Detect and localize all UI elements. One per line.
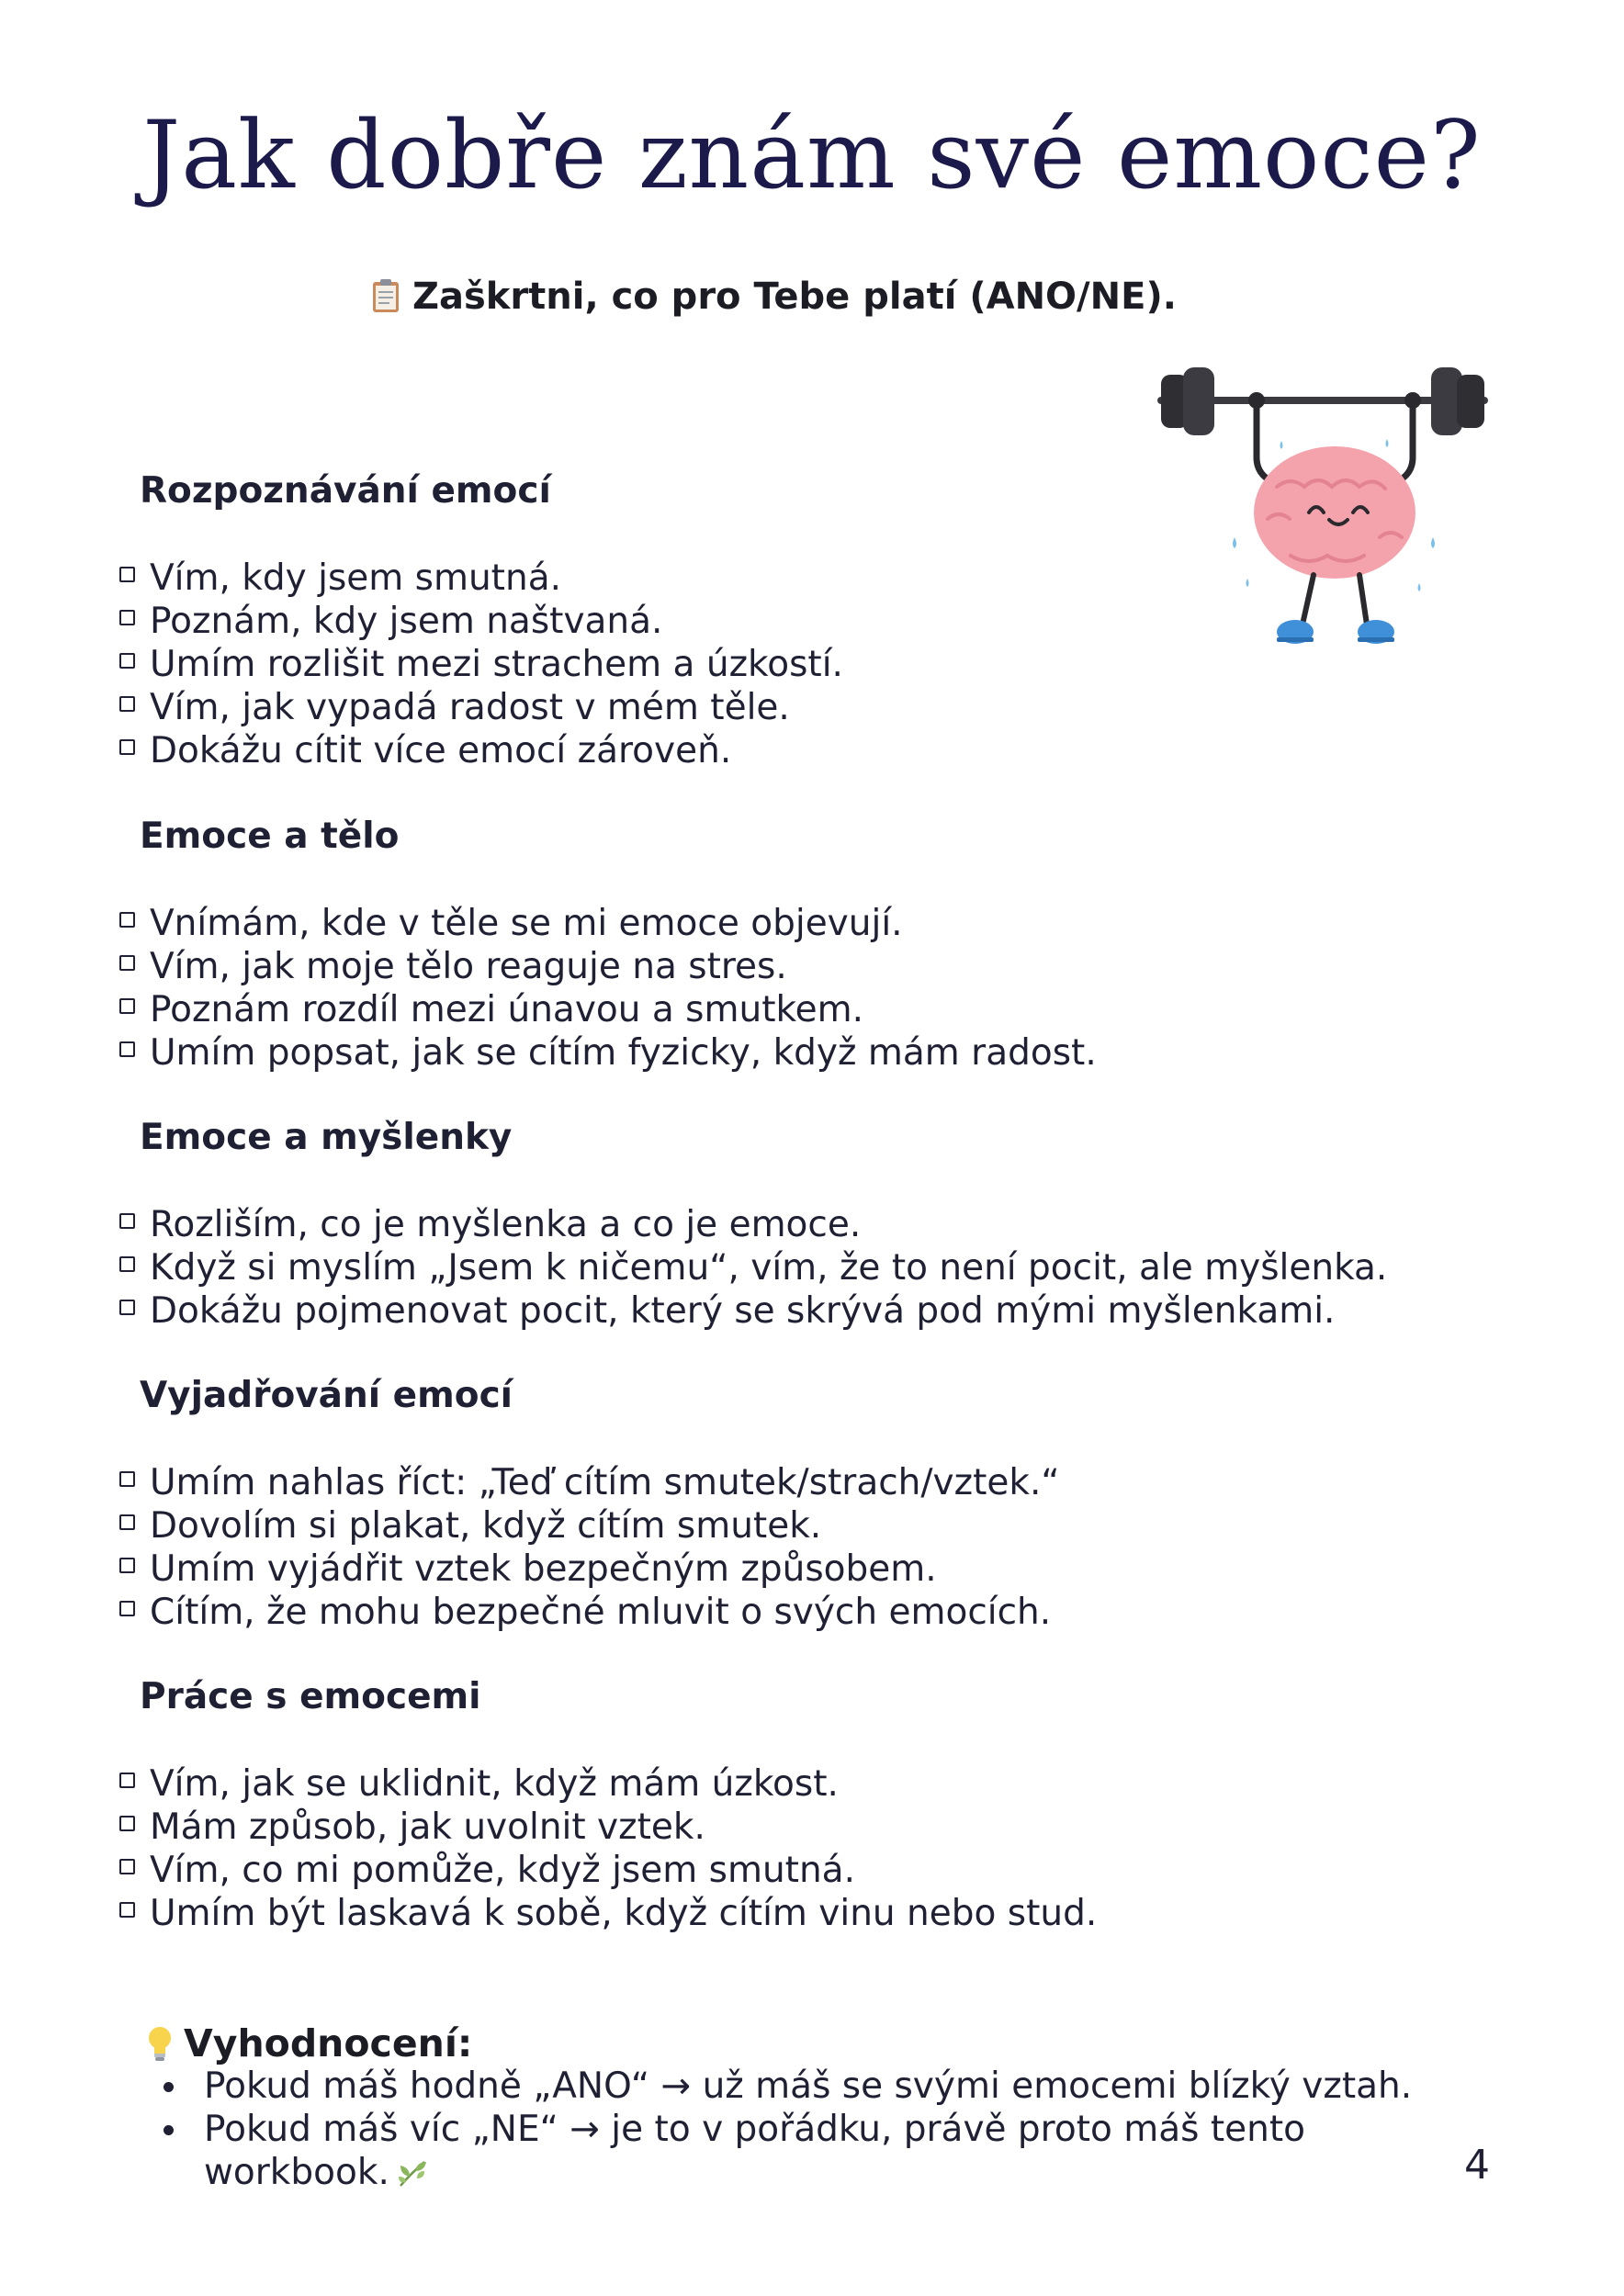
checklist-item[interactable]: Vím, jak se uklidnit, když mám úzkost.	[119, 1762, 839, 1806]
checklist-item[interactable]: Když si myslím „Jsem k ničemu“, vím, že to není pocit, ale myšlenka.	[119, 1246, 1387, 1289]
checklist-item[interactable]: Mám způsob, jak uvolnit vztek.	[119, 1806, 705, 1849]
checklist-item[interactable]: Vím, jak moje tělo reaguje na stres.	[119, 945, 787, 988]
page-number: 4	[1464, 2142, 1490, 2189]
section-heading: Vyjadřování emocí	[140, 1375, 513, 1416]
evaluation-heading	[147, 2020, 472, 2066]
checkbox[interactable]	[119, 998, 135, 1014]
checkbox[interactable]	[119, 696, 135, 712]
checklist-item[interactable]: Umím nahlas říct: „Teď cítím smutek/strach/vztek.“	[119, 1461, 1060, 1504]
lightbulb-icon	[147, 2025, 173, 2062]
checklist-item[interactable]: Vnímám, kde v těle se mi emoce objevují.	[119, 902, 903, 945]
checkbox[interactable]	[119, 912, 135, 928]
evaluation-heading-text: Vyhodnocení:	[184, 2021, 473, 2065]
checklist-item[interactable]: Umím být laskavá k sobě, když cítím vinu nebo stud.	[119, 1892, 1097, 1935]
checklist-item[interactable]: Vím, co mi pomůže, když jsem smutná.	[119, 1849, 855, 1892]
checklist-item[interactable]: Vím, jak vypadá radost v mém těle.	[119, 686, 790, 729]
checkbox[interactable]	[119, 1514, 135, 1530]
checklist-item[interactable]: Umím vyjádřit vztek bezpečným způsobem.	[119, 1548, 937, 1591]
checkbox[interactable]	[119, 1902, 135, 1918]
checkbox[interactable]	[119, 1300, 135, 1315]
instruction	[372, 274, 1177, 320]
checklist-item[interactable]: Poznám rozdíl mezi únavou a smutkem.	[119, 988, 863, 1031]
instruction-text: Zaškrtni, co pro Tebe platí (ANO/NE).	[412, 276, 1177, 318]
checklist-item[interactable]: Vím, kdy jsem smutná.	[119, 557, 561, 600]
checkbox[interactable]	[119, 1773, 135, 1788]
bullet	[164, 2082, 174, 2092]
checkbox[interactable]	[119, 1213, 135, 1229]
brain-lifting-barbell-icon	[1139, 349, 1506, 680]
bullet	[164, 2125, 174, 2135]
evaluation-item: Pokud máš víc „NE“ → je to v pořádku, právě proto máš tento workbook.	[164, 2108, 1305, 2194]
checkbox[interactable]	[119, 1601, 135, 1616]
section-heading: Práce s emocemi	[140, 1676, 481, 1717]
checkbox[interactable]	[119, 1558, 135, 1573]
checklist-item[interactable]: Rozliším, co je myšlenka a co je emoce.	[119, 1203, 861, 1246]
checklist-item[interactable]: Umím rozlišit mezi strachem a úzkostí.	[119, 643, 843, 686]
leaf-icon	[397, 2158, 428, 2189]
checkbox[interactable]	[119, 1256, 135, 1272]
checklist-item[interactable]: Dovolím si plakat, když cítím smutek.	[119, 1504, 821, 1548]
evaluation-item: Pokud máš hodně „ANO“ → už máš se svými emocemi blízký vztah.	[164, 2065, 1412, 2108]
checkbox[interactable]	[119, 1859, 135, 1874]
section-heading: Emoce a myšlenky	[140, 1117, 513, 1158]
checkbox[interactable]	[119, 1816, 135, 1831]
checkbox[interactable]	[119, 1041, 135, 1057]
checkbox[interactable]	[119, 955, 135, 971]
checkbox[interactable]	[119, 610, 135, 625]
checkbox[interactable]	[119, 1471, 135, 1487]
checklist-item[interactable]: Poznám, kdy jsem naštvaná.	[119, 600, 662, 643]
checklist-item[interactable]: Umím popsat, jak se cítím fyzicky, když mám radost.	[119, 1031, 1097, 1075]
section-heading: Rozpoznávání emocí	[140, 470, 551, 512]
evaluation-continuation: workbook.	[204, 2151, 1305, 2194]
checkbox[interactable]	[119, 739, 135, 755]
checklist-item[interactable]: Dokážu pojmenovat pocit, který se skrývá pod mými myšlenkami.	[119, 1289, 1335, 1333]
clipboard-icon	[372, 278, 400, 313]
checklist-item[interactable]: Dokážu cítit více emocí zároveň.	[119, 729, 731, 772]
checkbox[interactable]	[119, 653, 135, 669]
section-heading: Emoce a tělo	[140, 816, 400, 857]
page-title: Jak dobře znám své emoce?	[142, 101, 1482, 210]
checkbox[interactable]	[119, 567, 135, 582]
checklist-item[interactable]: Cítím, že mohu bezpečné mluvit o svých emocích.	[119, 1591, 1051, 1634]
